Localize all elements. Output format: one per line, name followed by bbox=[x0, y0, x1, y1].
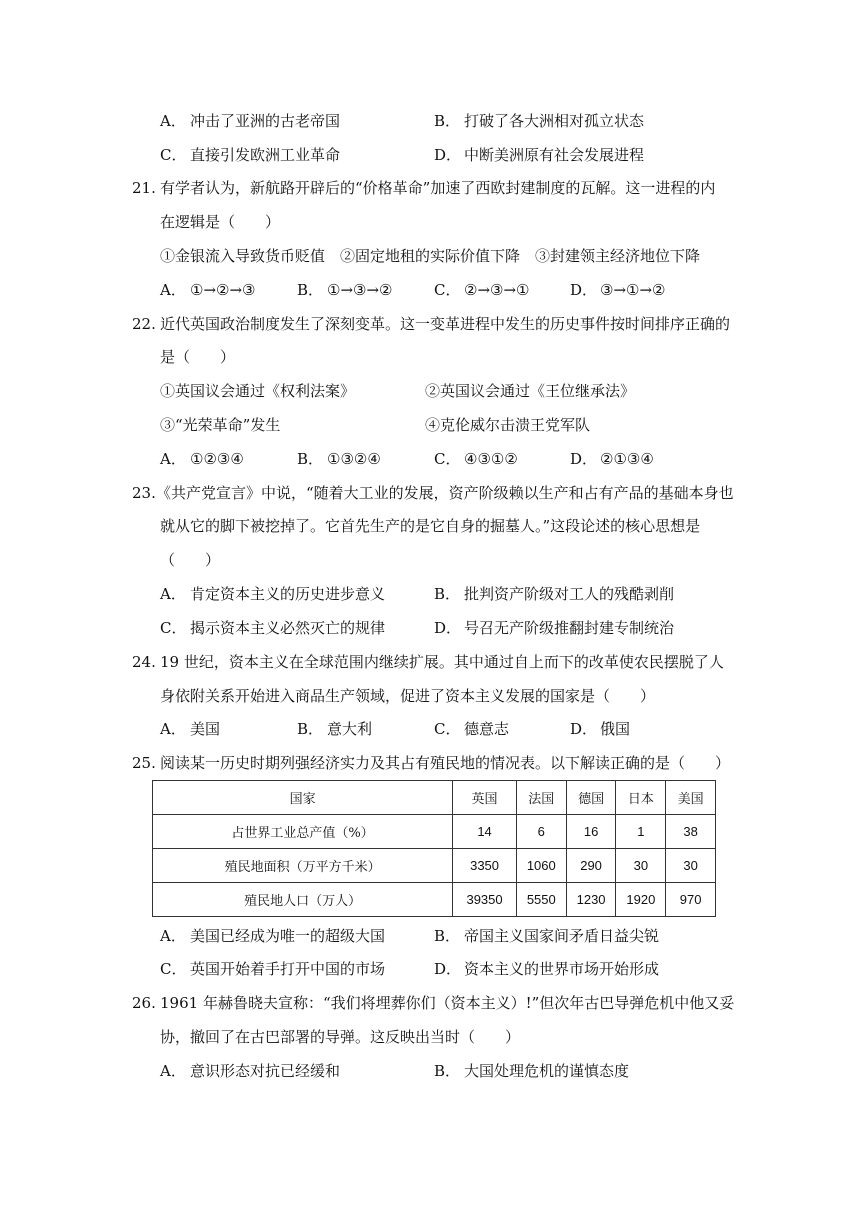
option-text: ①③②④ bbox=[327, 450, 381, 468]
option-text: 意识形态对抗已经缓和 bbox=[190, 1062, 341, 1080]
option-text: 冲击了亚洲的古老帝国 bbox=[190, 112, 341, 130]
q24-option-c bbox=[434, 719, 509, 739]
q25-option-a bbox=[160, 926, 385, 946]
option-label: B． bbox=[434, 1062, 461, 1080]
option-label: C． bbox=[160, 619, 187, 637]
option-text: 打破了各大洲相对孤立状态 bbox=[464, 112, 645, 130]
q24-number: 24. bbox=[132, 653, 156, 671]
option-label: C． bbox=[160, 146, 187, 164]
option-text: 美国已经成为唯一的超级大国 bbox=[190, 927, 386, 945]
option-label: D． bbox=[570, 450, 598, 468]
table-header-cell: 英国 bbox=[453, 781, 517, 815]
option-label: A． bbox=[160, 281, 186, 299]
table-row-label: 占世界工业总产值（%） bbox=[153, 815, 453, 849]
option-label: D． bbox=[434, 619, 462, 637]
option-label: D． bbox=[570, 281, 598, 299]
option-label: C． bbox=[434, 720, 461, 738]
q21-option-c bbox=[434, 280, 529, 300]
q21-stem-line2: 在逻辑是（ ） bbox=[160, 213, 281, 231]
q25-option-c bbox=[160, 959, 385, 979]
option-text: 大国处理危机的谨慎态度 bbox=[464, 1062, 630, 1080]
q22-item-2: ②英国议会通过《王位继承法》 bbox=[425, 382, 636, 400]
option-text: 英国开始着手打开中国的市场 bbox=[190, 960, 386, 978]
option-text: 帝国主义国家间矛盾日益尖锐 bbox=[464, 927, 660, 945]
table-cell: 39350 bbox=[453, 883, 517, 917]
option-text: ②①③④ bbox=[600, 450, 654, 468]
q23-stem-line1: 《共产党宣言》中说，“随着大工业的发展，资产阶级赖以生产和占有产品的基础本身也 bbox=[156, 484, 734, 502]
q24-option-d bbox=[570, 719, 630, 739]
q20-option-a bbox=[160, 111, 340, 131]
option-label: C． bbox=[434, 450, 461, 468]
table-cell: 970 bbox=[666, 883, 716, 917]
option-label: A． bbox=[160, 112, 186, 130]
option-text: 中断美洲原有社会发展进程 bbox=[464, 146, 645, 164]
table-header-cell: 德国 bbox=[566, 781, 616, 815]
q26-number: 26. bbox=[132, 994, 156, 1012]
table-cell: 1230 bbox=[566, 883, 616, 917]
table-cell: 3350 bbox=[453, 849, 517, 883]
q26-option-b bbox=[434, 1061, 629, 1081]
q23-option-b bbox=[434, 584, 674, 604]
q22-item-1: ①英国议会通过《权利法案》 bbox=[160, 382, 356, 400]
q20-option-b bbox=[434, 111, 644, 131]
q22-option-c bbox=[434, 449, 518, 469]
option-text: 揭示资本主义必然灭亡的规律 bbox=[190, 619, 386, 637]
q22-stem-line2: 是（ ） bbox=[160, 348, 236, 366]
option-label: B． bbox=[434, 927, 461, 945]
q22-option-b bbox=[297, 449, 381, 469]
q20-option-d bbox=[434, 145, 644, 165]
table-row-label: 殖民地人口（万人） bbox=[153, 883, 453, 917]
option-label: D． bbox=[434, 960, 462, 978]
option-text: 号召无产阶级推翻封建专制统治 bbox=[464, 619, 675, 637]
table-cell: 5550 bbox=[516, 883, 566, 917]
q21-option-d bbox=[570, 280, 665, 300]
option-text: ①②③④ bbox=[190, 450, 244, 468]
table-header-row bbox=[153, 781, 716, 815]
option-label: A． bbox=[160, 585, 186, 603]
q25-option-d bbox=[434, 959, 659, 979]
option-text: 直接引发欧洲工业革命 bbox=[190, 146, 341, 164]
table-row-label: 殖民地面积（万平方千米） bbox=[153, 849, 453, 883]
option-label: D． bbox=[434, 146, 462, 164]
q21-option-b bbox=[297, 280, 392, 300]
option-text: 德意志 bbox=[464, 720, 510, 738]
q20-option-c bbox=[160, 145, 340, 165]
q23-option-d bbox=[434, 618, 674, 638]
q23-option-c bbox=[160, 618, 385, 638]
q23-number: 23. bbox=[132, 484, 156, 502]
table-cell: 1920 bbox=[616, 883, 666, 917]
q25-stem-line1: 阅读某一历史时期列强经济实力及其占有殖民地的情况表。以下解读正确的是（ ） bbox=[160, 754, 731, 772]
table-header-cell: 法国 bbox=[516, 781, 566, 815]
option-label: A． bbox=[160, 927, 186, 945]
q24-option-a bbox=[160, 719, 220, 739]
q23-stem-line2: 就从它的脚下被挖掉了。它首先生产的是它自身的掘墓人。”这段论述的核心思想是 bbox=[160, 517, 701, 535]
q21-option-a bbox=[160, 280, 255, 300]
option-text: ①→②→③ bbox=[190, 281, 256, 299]
option-text: 批判资产阶级对工人的残酷剥削 bbox=[464, 585, 675, 603]
table-cell: 30 bbox=[666, 849, 716, 883]
option-label: A． bbox=[160, 1062, 186, 1080]
option-text: ①→③→② bbox=[327, 281, 393, 299]
q21-number: 21. bbox=[132, 179, 156, 197]
option-text: 肯定资本主义的历史进步意义 bbox=[190, 585, 386, 603]
q24-option-b bbox=[297, 719, 372, 739]
colonies-table bbox=[152, 780, 716, 917]
table-cell: 6 bbox=[516, 815, 566, 849]
q21-stem-line1: 有学者认为，新航路开辟后的“价格革命”加速了西欧封建制度的瓦解。这一进程的内 bbox=[160, 179, 716, 197]
option-text: 俄国 bbox=[600, 720, 631, 738]
table-row bbox=[153, 849, 716, 883]
table-cell: 38 bbox=[666, 815, 716, 849]
q23-stem-line3: （ ） bbox=[160, 551, 221, 569]
option-text: ②→③→① bbox=[464, 281, 530, 299]
table-header-cell: 国家 bbox=[153, 781, 453, 815]
table-header-cell: 日本 bbox=[616, 781, 666, 815]
option-text: 资本主义的世界市场开始形成 bbox=[464, 960, 660, 978]
option-label: B． bbox=[297, 450, 324, 468]
q22-item-4: ④克伦威尔击溃王党军队 bbox=[425, 416, 591, 434]
table-cell: 1 bbox=[616, 815, 666, 849]
q24-stem-line1: 19 世纪，资本主义在全球范围内继续扩展。其中通过自上而下的改革使农民摆脱了人 bbox=[160, 653, 724, 671]
option-text: ③→①→② bbox=[600, 281, 666, 299]
table-cell: 14 bbox=[453, 815, 517, 849]
option-text: 意大利 bbox=[327, 720, 373, 738]
option-label: B． bbox=[297, 720, 324, 738]
q23-option-a bbox=[160, 584, 385, 604]
q22-number: 22. bbox=[132, 315, 156, 333]
option-text: ④③①② bbox=[464, 450, 518, 468]
option-label: B． bbox=[434, 585, 461, 603]
option-label: D． bbox=[570, 720, 598, 738]
q22-option-d bbox=[570, 449, 654, 469]
q22-item-3: ③“光荣革命”发生 bbox=[160, 416, 281, 434]
option-label: C． bbox=[160, 960, 187, 978]
table-cell: 290 bbox=[566, 849, 616, 883]
q26-option-a bbox=[160, 1061, 340, 1081]
q25-option-b bbox=[434, 926, 659, 946]
table-cell: 1060 bbox=[516, 849, 566, 883]
q22-stem-line1: 近代英国政治制度发生了深刻变革。这一变革进程中发生的历史事件按时间排序正确的 bbox=[160, 315, 731, 333]
option-label: A． bbox=[160, 450, 186, 468]
q22-option-a bbox=[160, 449, 244, 469]
option-label: C． bbox=[434, 281, 461, 299]
table-header-cell: 美国 bbox=[666, 781, 716, 815]
table-cell: 30 bbox=[616, 849, 666, 883]
q21-items: ①金银流入导致货币贬值 ②固定地租的实际价值下降 ③封建领主经济地位下降 bbox=[160, 247, 701, 265]
q24-stem-line2: 身依附关系开始进入商品生产领域，促进了资本主义发展的国家是（ ） bbox=[160, 687, 656, 705]
option-label: B． bbox=[434, 112, 461, 130]
q26-stem-line2: 协，撤回了在古巴部署的导弹。这反映出当时（ ） bbox=[160, 1028, 521, 1046]
q25-number: 25. bbox=[132, 754, 156, 772]
table-row bbox=[153, 883, 716, 917]
table-row bbox=[153, 815, 716, 849]
option-text: 美国 bbox=[190, 720, 221, 738]
option-label: B． bbox=[297, 281, 324, 299]
option-label: A． bbox=[160, 720, 186, 738]
table-cell: 16 bbox=[566, 815, 616, 849]
q26-stem-line1: 1961 年赫鲁晓夫宣称：“我们将埋葬你们（资本主义）!”但次年古巴导弹危机中他又妥 bbox=[160, 994, 735, 1012]
